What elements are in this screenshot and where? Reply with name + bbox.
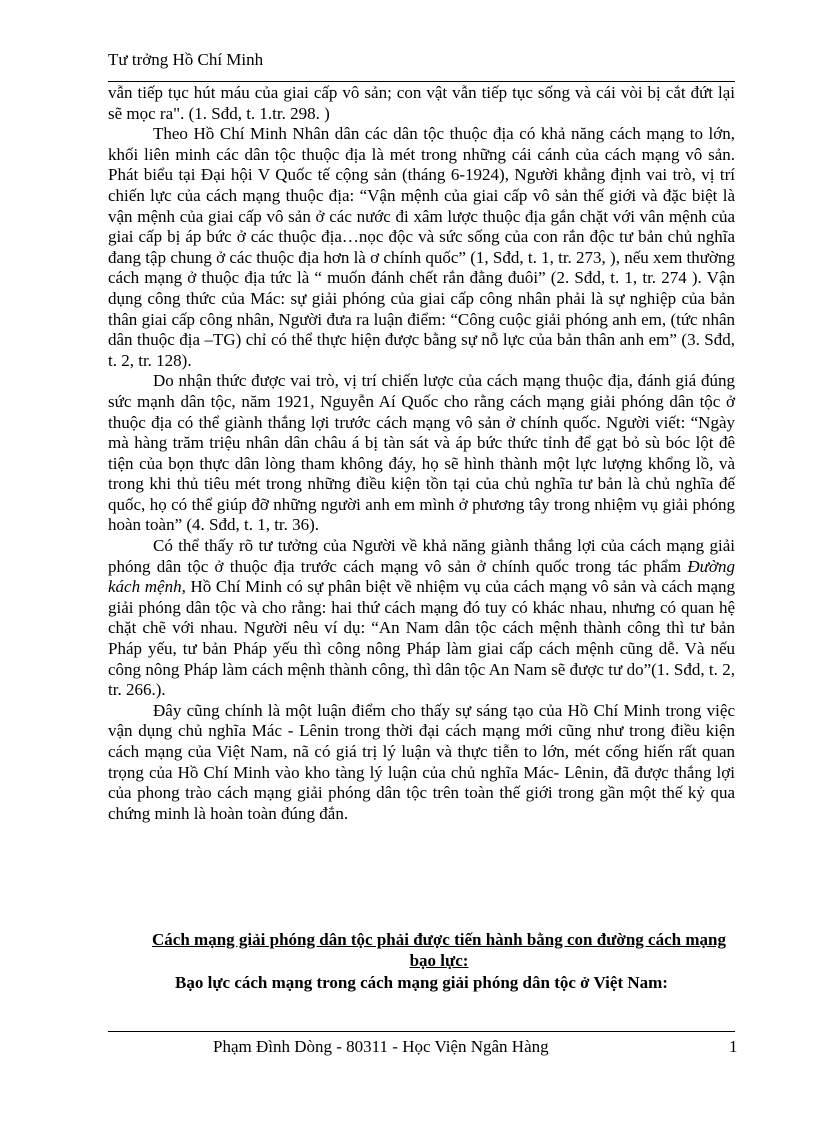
header-divider (108, 81, 735, 82)
page-number: 1 (729, 1037, 738, 1056)
section-subheading: Bạo lực cách mạng trong cách mạng giải phóng dân tộc ở Việt Nam: (175, 973, 668, 992)
page-footer (213, 1037, 549, 1057)
page-header (108, 50, 263, 70)
paragraph-text: Có thể thấy rõ tư tưởng của Người về khả năng giành thắng lợi của cách mạng giải phóng dân tộc ở thuộc địa trước cách mạng vô sản ở chính quốc trong tác phẩm (108, 536, 735, 576)
footer-text: Phạm Đình Dòng - 80311 - Học Viện Ngân Hàng (213, 1037, 549, 1056)
paragraph (108, 536, 735, 701)
paragraph: Đây cũng chính là một luận điểm cho thấy sự sáng tạo của Hồ Chí Minh trong việc vận dụng chủ nghĩa Mác - Lênin trong thời đại cách mạng mới cũng như trong điều kiện cách mạng của Việt Nam, nã có giá trị lý luận và thực tiễn to lớn, mét cống hiến rất quan trọng của Hồ Chí Minh vào kho tàng lý luận của chủ nghĩa Mác- Lênin, đã được thắng lợi của phong trào cách mạng giải phóng dân tộc trên toàn thế giới trong gần một thế kỷ qua chứng minh là hoàn toàn đúng đắn. (108, 700, 735, 823)
section-heading-underlined: Cách mạng giải phóng dân tộc phải được tiến hành bằng con đường cách mạng bạo lực: (152, 930, 726, 970)
footer-divider (108, 1031, 735, 1032)
paragraph-text: , Hồ Chí Minh có sự phân biệt về nhiệm vụ của cách mạng vô sản và cách mạng giải phóng dân tộc và cho rằng: hai thứ cách mạng đó tuy có khác nhau, nhưng có quan hệ chặt chẽ với nhau. Người nêu ví dụ: “An Nam dân tộc cách mệnh thành công thì tư bản Pháp yếu, tư bản Pháp yếu thì công nông Pháp làm giai cấp cách mệnh cũng dễ. Và nếu công nông Pháp làm cách mệnh thành công, thì dân tộc An Nam sẽ được tư do”(1. Sđd, t. 2, tr. 266.). (108, 577, 735, 700)
paragraph-continuation: vẫn tiếp tục hút máu của giai cấp vô sản; con vật vẫn tiếp tục sống và cái vòi bị cắt đứt lại sẽ mọc ra". (1. Sđd, t. 1.tr. 298. ) (108, 83, 735, 123)
paragraph: Do nhận thức được vai trò, vị trí chiến lược của cách mạng thuộc địa, đánh giá đúng sức mạnh dân tộc, năm 1921, Nguyễn Aí Quốc cho rằng cách mạng giải phóng dân tộc ở thuộc địa có thể giành thắng lợi trước cách mạng vô sản ở chính quốc. Người viết: “Ngày mà hàng trăm triệu nhân dân châu á bị tàn sát và áp bức thức tỉnh để gạt bỏ sù bóc lột đê tiện của bọn thực dân lòng tham không đáy, họ sẽ hình thành một lực lượng khổng lồ, và trong khi thủ tiêu mét trong những điều kiện tồn tại của chủ nghĩa tư bản là chủ nghĩa đế quốc, họ có thể giúp đỡ những người anh em mình ở phương tây trong nhiệm vụ giải phóng hoàn toàn” (4. Sđd, t. 1, tr. 36). (108, 371, 735, 535)
header-title: Tư trởng Hồ Chí Minh (108, 50, 264, 69)
book-title: Đường kách mệnh (108, 556, 735, 597)
document-body (108, 83, 735, 824)
section-heading (108, 929, 735, 993)
paragraph: Theo Hồ Chí Minh Nhân dân các dân tộc thuộc địa có khả năng cách mạng to lớn, khối liên minh các dân tộc thuộc địa là mét trong những cái cánh của cách mạng vô sản. Phát biểu tại Đại hội V Quốc tế cộng sản (tháng 6-1924), Người khẳng định vai trò, vị trí chiến lực của cách mạng thuộc địa: “Vận mệnh của giai cấp vô sản thế giới và đặc biệt là vận mệnh của giai cấp vô sản ở các nước đi xâm lược thuộc địa gắn chặt với vân mệnh của giai cấp bị áp bức ở các thuộc địa…nọc độc và sức sống của con rắn độc tư bản chủ nghĩa đang tập chung ở các thuộc địa hơn là ơ chính quốc” (1, Sđd, t. 1, tr. 273, ), nếu xem thường cách mạng ở thuộc địa tức là “ muốn đánh chết rắn đằng đuôi” (2. Sđd, t. 1, tr. 274 ). Vận dụng công thức của Mác: sự giải phóng của giai cấp công nhân phải là sự nghiệp của bản thân giai cấp công nhân, Người đưa ra luận điểm: “Công cuộc giải phóng anh em, (tức nhân dân thuộc địa –TG) chỉ có thể thực hiện được bằng sự nỗ lực của bản thân anh em” (3. Sđd, t. 2, tr. 128). (108, 124, 735, 370)
